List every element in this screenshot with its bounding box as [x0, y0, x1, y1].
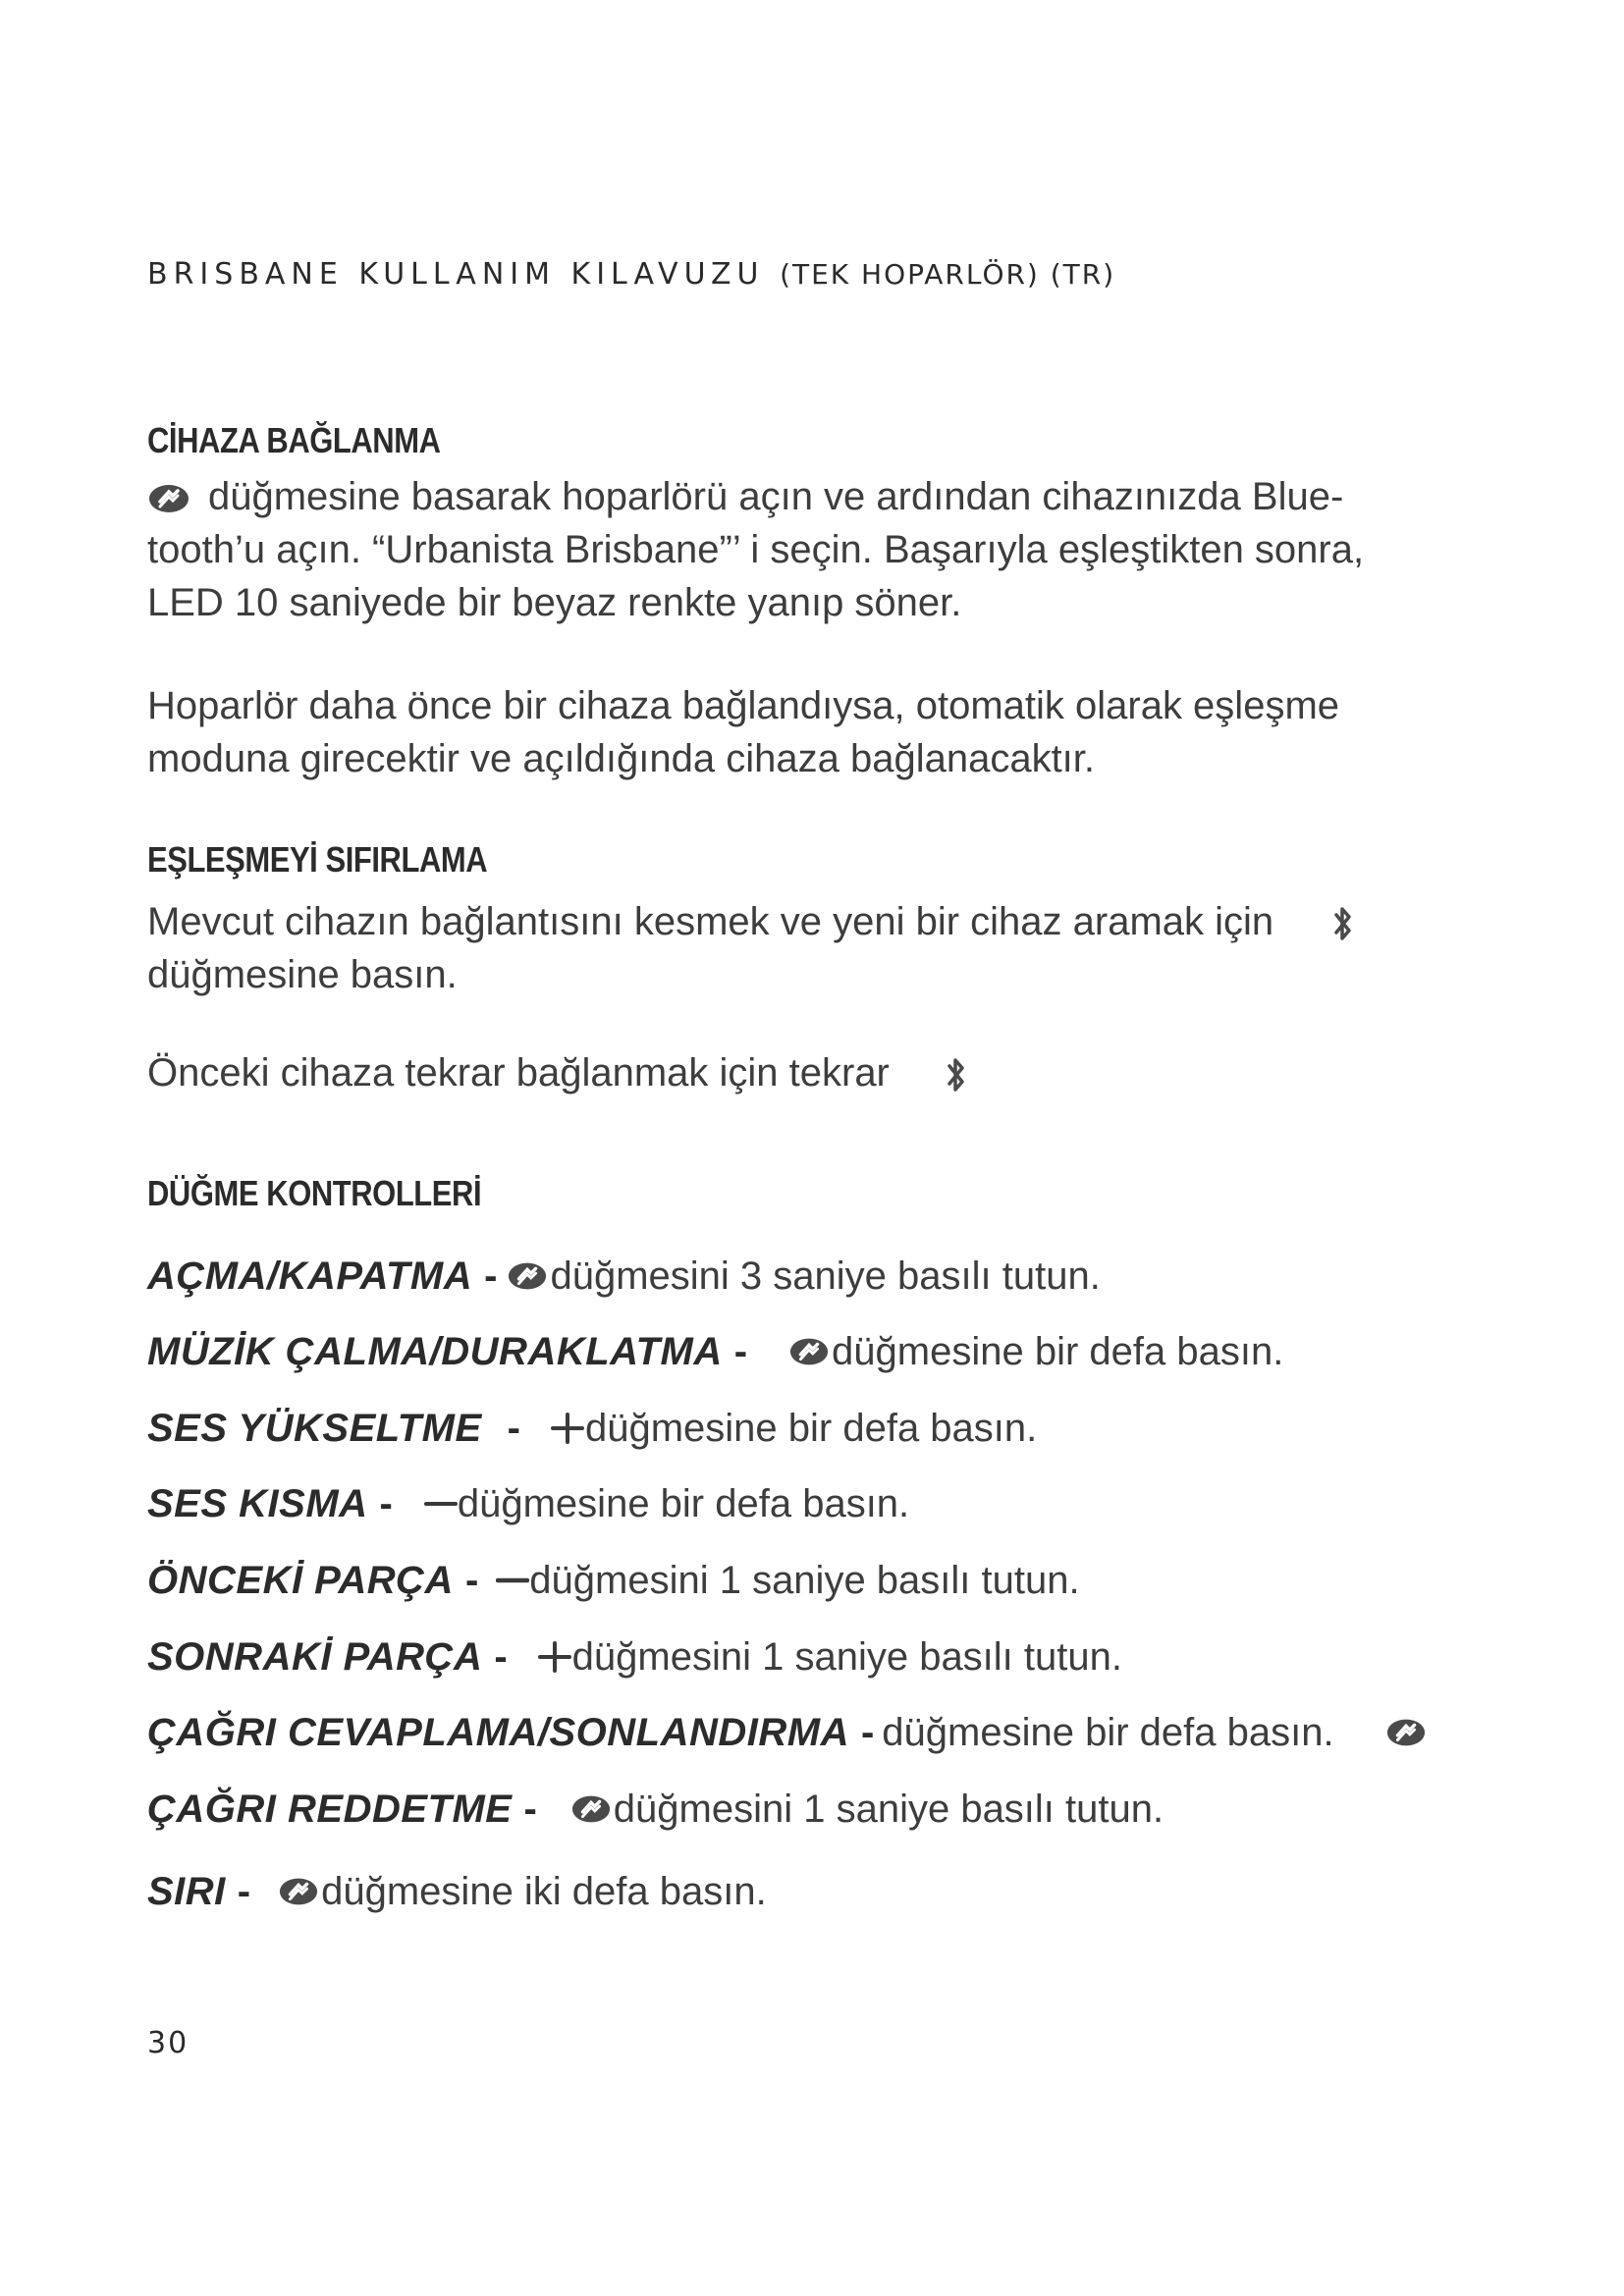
control-row-volume-down [147, 1474, 909, 1533]
control-action: düğmesini 1 saniye basılı tutun. [529, 1558, 1080, 1602]
control-row-play-pause [147, 1322, 1283, 1381]
control-row-next-track [147, 1628, 1122, 1686]
power-button-icon [278, 1876, 319, 1907]
reset-paragraph-2 [147, 1046, 969, 1099]
control-action: düğmesini 3 saniye basılı tutun. [550, 1254, 1101, 1298]
header-subtitle: (TEK HOPARLÖR) (TR) [780, 258, 1116, 291]
control-row-siri [147, 1862, 767, 1921]
control-separator: - [237, 1869, 251, 1913]
control-separator: - [860, 1710, 875, 1754]
control-label: SES YÜKSELTME [147, 1406, 482, 1450]
minus-icon [424, 1486, 458, 1522]
control-label: MÜZİK ÇALMA/DURAKLATMA [147, 1329, 723, 1373]
connect-paragraph-2 [147, 679, 1339, 785]
power-button-icon [507, 1260, 548, 1292]
control-separator: - [464, 1558, 479, 1602]
reset-p1-line-1-text: Mevcut cihazın bağlantısını kesmek ve yeni bir cihaz aramak için [147, 900, 1274, 943]
header-title: BRISBANE KULLANIM KILAVUZU [147, 257, 765, 292]
control-action: düğmesine bir defa basın. [882, 1710, 1334, 1754]
section-heading-reset: EŞLEŞMEYİ SIFIRLAMA [147, 839, 488, 880]
connect-paragraph-1 [147, 470, 1364, 629]
reset-p2-text: Önceki cihaza tekrar bağlanmak için tekrar [147, 1051, 890, 1095]
reset-paragraph-1 [147, 895, 1356, 1001]
control-action: düğmesine iki defa basın. [321, 1869, 767, 1913]
control-label: SIRI [147, 1869, 226, 1913]
control-separator: - [507, 1406, 520, 1450]
control-separator: - [379, 1481, 393, 1525]
running-header [147, 257, 1115, 292]
control-row-power [147, 1247, 1101, 1306]
control-label: SONRAKİ PARÇA [147, 1634, 483, 1679]
control-row-previous-track [147, 1551, 1080, 1610]
connect-p1-line-2: tooth’u açın. “Urbanista Brisbane”’ i seçin. Başarıyla eşleştikten sonra, [147, 528, 1365, 571]
reset-p1-line-1 [147, 895, 1356, 948]
control-label: ÇAĞRI CEVAPLAMA/SONLANDIRMA [147, 1710, 849, 1754]
connect-p2-line-1: Hoparlör daha önce bir cihaza bağlandıysa, otomatik olarak eşleşme [147, 684, 1340, 727]
section-heading-controls: DÜĞME KONTROLLERİ [147, 1173, 482, 1213]
bluetooth-icon [944, 1055, 969, 1095]
control-action: düğmesine bir defa basın. [457, 1481, 910, 1525]
control-separator: - [733, 1329, 748, 1373]
control-label: SES KISMA [147, 1481, 368, 1525]
section-heading-connect: CİHAZA BAĞLANMA [147, 420, 441, 460]
power-button-icon [147, 483, 190, 514]
control-separator: - [484, 1254, 498, 1298]
bluetooth-icon [1330, 904, 1356, 943]
control-separator: - [523, 1787, 537, 1831]
control-action: düğmesine bir defa basın. [584, 1406, 1038, 1450]
connect-p2-line-2: moduna girecektir ve açıldığında cihaza bağlanacaktır. [147, 737, 1096, 780]
control-label: AÇMA/KAPATMA [147, 1254, 473, 1298]
minus-icon [496, 1563, 529, 1598]
reset-p2-line-1 [147, 1046, 969, 1099]
control-action: düğmesini 1 saniye basılı tutun. [613, 1787, 1164, 1831]
power-button-icon [570, 1793, 612, 1825]
control-row-answer-end-call [147, 1703, 1427, 1762]
connect-p1-line-3: LED 10 saniyede bir beyaz renkte yanıp söner. [147, 581, 962, 624]
control-separator: - [494, 1634, 508, 1679]
control-row-reject-call [147, 1780, 1164, 1839]
control-action: düğmesine bir defa basın. [832, 1329, 1284, 1373]
reset-p1-line-2: düğmesine basın. [147, 953, 458, 996]
power-button-icon [788, 1336, 830, 1367]
connect-p1-line-1 [147, 470, 1364, 523]
control-row-volume-up [147, 1399, 1037, 1458]
page-number: 30 [147, 2026, 189, 2060]
plus-icon [550, 1411, 585, 1446]
power-button-icon [1385, 1717, 1427, 1748]
plus-icon [537, 1639, 572, 1675]
control-label: ÇAĞRI REDDETME [147, 1787, 513, 1831]
control-action: düğmesini 1 saniye basılı tutun. [571, 1634, 1122, 1679]
control-label: ÖNCEKİ PARÇA [147, 1558, 454, 1602]
connect-p1-line-1-text: düğmesine basarak hoparlörü açın ve ardından cihazınızda Blue- [208, 475, 1344, 518]
